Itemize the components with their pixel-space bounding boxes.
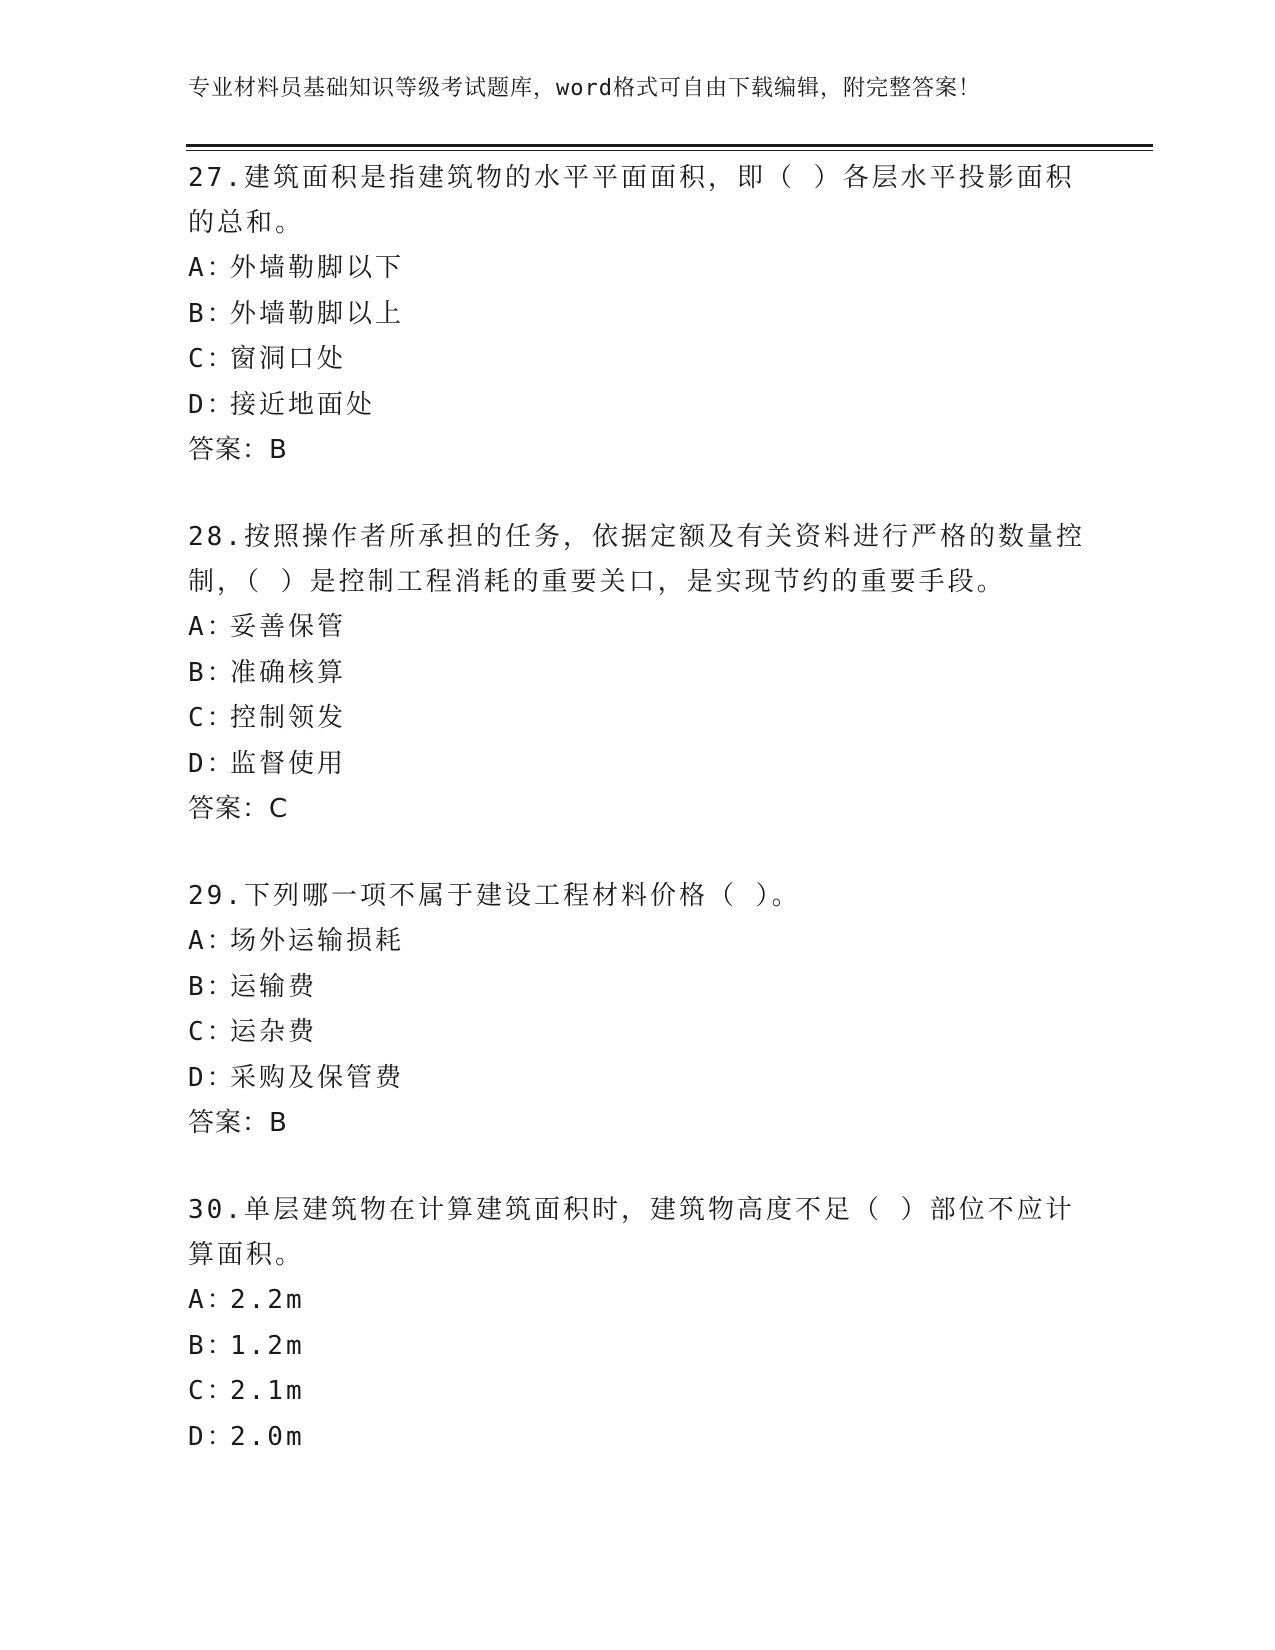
option-key: A： <box>188 253 236 283</box>
option-text: 接近地面处 <box>230 389 376 420</box>
option-key: A： <box>188 926 236 956</box>
option-text: 窗洞口处 <box>230 344 347 374</box>
option-key: B： <box>188 657 236 688</box>
option-d <box>188 1415 1088 1461</box>
option-a <box>188 919 1088 965</box>
option-text: 监督使用 <box>230 748 347 779</box>
option-c <box>188 1010 1088 1056</box>
option-key: C： <box>188 1017 236 1047</box>
option-a <box>188 246 1088 292</box>
option-text: 采购及保管费 <box>230 1062 405 1093</box>
option-text: 运输费 <box>230 971 318 1002</box>
header-rule-thin <box>186 150 1153 151</box>
question-27 <box>188 156 1088 473</box>
option-key: B： <box>188 298 236 329</box>
option-text: 场外运输损耗 <box>230 926 405 956</box>
question-28 <box>188 515 1088 832</box>
question-30 <box>188 1188 1088 1460</box>
question-list <box>188 156 1088 1502</box>
question-text: 27.建筑面积是指建筑物的水平平面面积，即（ ）各层水平投影面积的总和。 <box>188 163 1075 238</box>
option-text: 2.1m <box>230 1376 305 1406</box>
option-text: 运杂费 <box>230 1017 318 1047</box>
option-key: C： <box>188 703 236 733</box>
document-header: 专业材料员基础知识等级考试题库，word格式可自由下载编辑，附完整答案！ <box>188 76 981 101</box>
question-29 <box>188 874 1088 1146</box>
option-key: B： <box>188 1330 236 1361</box>
option-key: B： <box>188 971 236 1002</box>
answer-line: 答案：C <box>188 794 289 824</box>
header-rule-thick <box>186 144 1153 147</box>
option-c <box>188 337 1088 383</box>
option-text: 2.2m <box>230 1285 305 1315</box>
option-text: 控制领发 <box>230 703 347 733</box>
question-text: 28.按照操作者所承担的任务，依据定额及有关资料进行严格的数量控制，（ ）是控制工程消耗的重要关口，是实现节约的重要手段。 <box>188 522 1085 597</box>
option-a <box>188 605 1088 651</box>
option-text: 外墙勒脚以下 <box>230 253 405 283</box>
answer-line: 答案：B <box>188 435 288 465</box>
option-b <box>188 651 1088 697</box>
option-d <box>188 383 1088 429</box>
option-c <box>188 1369 1088 1415</box>
option-key: C： <box>188 1376 236 1406</box>
option-key: A： <box>188 1285 236 1315</box>
option-text: 2.0m <box>230 1421 305 1452</box>
answer-line: 答案：B <box>188 1108 288 1138</box>
option-key: A： <box>188 612 236 642</box>
option-key: D： <box>188 389 236 420</box>
option-a <box>188 1278 1088 1324</box>
option-text: 妥善保管 <box>230 612 347 642</box>
option-b <box>188 1324 1088 1370</box>
option-text: 外墙勒脚以上 <box>230 298 405 329</box>
option-text: 1.2m <box>230 1330 305 1361</box>
option-d <box>188 742 1088 788</box>
option-key: D： <box>188 748 236 779</box>
option-c <box>188 696 1088 742</box>
option-b <box>188 965 1088 1011</box>
question-text: 29.下列哪一项不属于建设工程材料价格（ ）。 <box>188 881 801 911</box>
option-text: 准确核算 <box>230 657 347 688</box>
option-key: D： <box>188 1421 236 1452</box>
question-text: 30.单层建筑物在计算建筑面积时，建筑物高度不足（ ）部位不应计算面积。 <box>188 1195 1075 1270</box>
option-b <box>188 292 1088 338</box>
option-d <box>188 1056 1088 1102</box>
option-key: C： <box>188 344 236 374</box>
option-key: D： <box>188 1062 236 1093</box>
